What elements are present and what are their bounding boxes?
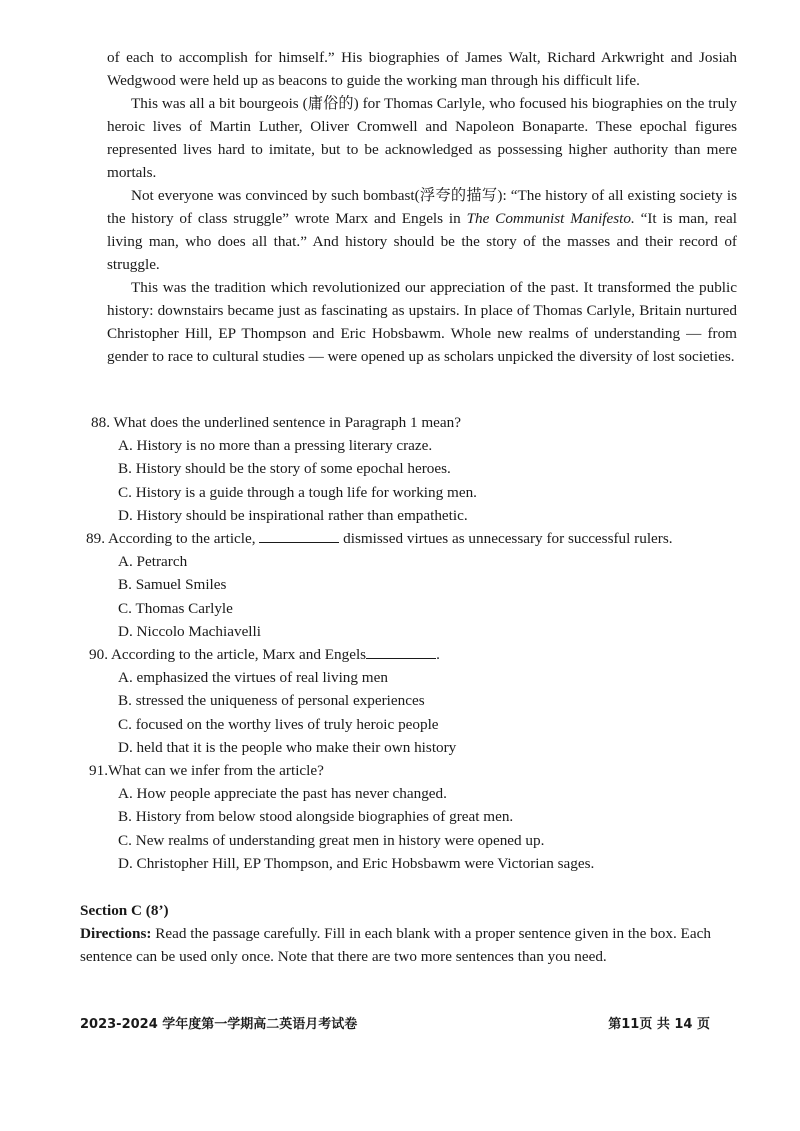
question-89-option-b: B. Samuel Smiles xyxy=(118,576,227,594)
footer-exam-title: 2023-2024 学年度第一学期高二英语月考试卷 xyxy=(80,1017,358,1032)
paragraph-continued: of each to accomplish for himself.” His biographies of James Walt, Richard Arkwright and Josiah Wedgwood were held up as beacons to guide the working man through his difficult life. xyxy=(107,49,737,89)
question-91 xyxy=(84,759,734,875)
question-89-option-d: D. Niccolo Machiavelli xyxy=(118,622,261,640)
question-89-stem-before: 89. According to the article, xyxy=(86,530,260,548)
question-88 xyxy=(84,411,734,527)
section-c-heading: Section C (8’) xyxy=(80,902,169,919)
question-90-stem xyxy=(84,643,734,666)
paragraph-tradition: This was the tradition which revolutionized our appreciation of the past. It transformed the public history: downstairs became just as fascinating as upstairs. In place of Thomas Carlyle, Britain nurtured Christopher Hill, EP Thompson and Eric Hobsbawm. Whole new realms of understanding — from gender to race to cultural studies — were opened up as scholars unpicked the diversity of lost societies. xyxy=(107,279,737,365)
footer-page-number: 第11页 共 14 页 xyxy=(608,1017,710,1032)
directions-label: Directions: xyxy=(80,925,152,942)
question-90-option-b: B. stressed the uniqueness of personal experiences xyxy=(118,692,425,710)
question-91-option-c: C. New realms of understanding great men in history were opened up. xyxy=(118,831,545,849)
question-89-stem xyxy=(84,527,734,550)
section-c-directions xyxy=(80,922,740,968)
answer-blank xyxy=(366,644,436,659)
question-88-option-a: A. History is no more than a pressing literary craze. xyxy=(118,437,433,455)
question-89-option-c: C. Thomas Carlyle xyxy=(118,599,233,617)
question-88-option-b: B. History should be the story of some epochal heroes. xyxy=(118,460,451,478)
question-90-option-d: D. held that it is the people who make their own history xyxy=(118,738,457,756)
question-89-stem-after: dismissed virtues as unnecessary for successful rulers. xyxy=(339,530,673,548)
section-c xyxy=(80,899,740,968)
question-90-stem-before: 90. According to the article, Marx and Engels xyxy=(89,646,367,664)
reading-passage xyxy=(107,46,737,368)
paragraph-carlyle: This was all a bit bourgeois (庸俗的) for Thomas Carlyle, who focused his biographies on the truly heroic lives of Martin Luther, Oliver Cromwell and Napoleon Bonaparte. These epochal figures represented lives hard to imitate, but to be acknowledged as possessing higher authority than mere mortals. xyxy=(107,95,737,181)
question-91-stem: 91.What can we infer from the article? xyxy=(89,762,324,780)
question-89-option-a: A. Petrarch xyxy=(118,553,188,571)
question-88-option-c: C. History is a guide through a tough life for working men. xyxy=(118,483,477,501)
paragraph-marx-engels xyxy=(107,184,737,276)
page-footer xyxy=(80,1013,710,1032)
question-91-option-d: D. Christopher Hill, EP Thompson, and Eric Hobsbawm were Victorian sages. xyxy=(118,854,595,872)
answer-blank xyxy=(259,528,339,543)
directions-text: Read the passage carefully. Fill in each blank with a proper sentence given in the box. Each sentence can be used only once. Note that there are two more sentences than you need. xyxy=(80,925,711,965)
question-91-option-b: B. History from below stood alongside biographies of great men. xyxy=(118,808,514,826)
question-91-option-a: A. How people appreciate the past has never changed. xyxy=(118,785,447,803)
question-88-option-d: D. History should be inspirational rather than empathetic. xyxy=(118,506,468,524)
question-90-stem-after: . xyxy=(436,646,440,664)
question-list xyxy=(84,411,734,875)
question-90-option-a: A. emphasized the virtues of real living men xyxy=(118,669,388,687)
question-89-options xyxy=(84,550,734,643)
paragraph-marx-engels-text-2: “It is man, real living man, who does all that.” And history should be the story of the masses and their record of struggle. xyxy=(107,210,737,273)
question-90 xyxy=(84,643,734,759)
question-88-options xyxy=(84,434,734,527)
paragraph-marx-engels-text-1: Not everyone was convinced by such bombast(浮夸的描写): “The history of all existing society is the history of class struggle” wrote Marx and Engels in xyxy=(107,187,737,227)
question-88-stem: 88. What does the underlined sentence in Paragraph 1 mean? xyxy=(91,414,461,431)
book-title-communist-manifesto: The Communist Manifesto. xyxy=(466,210,635,227)
question-90-option-c: C. focused on the worthy lives of truly heroic people xyxy=(118,715,439,733)
question-90-options xyxy=(84,666,734,759)
question-89 xyxy=(84,527,734,643)
question-91-options xyxy=(84,782,734,875)
